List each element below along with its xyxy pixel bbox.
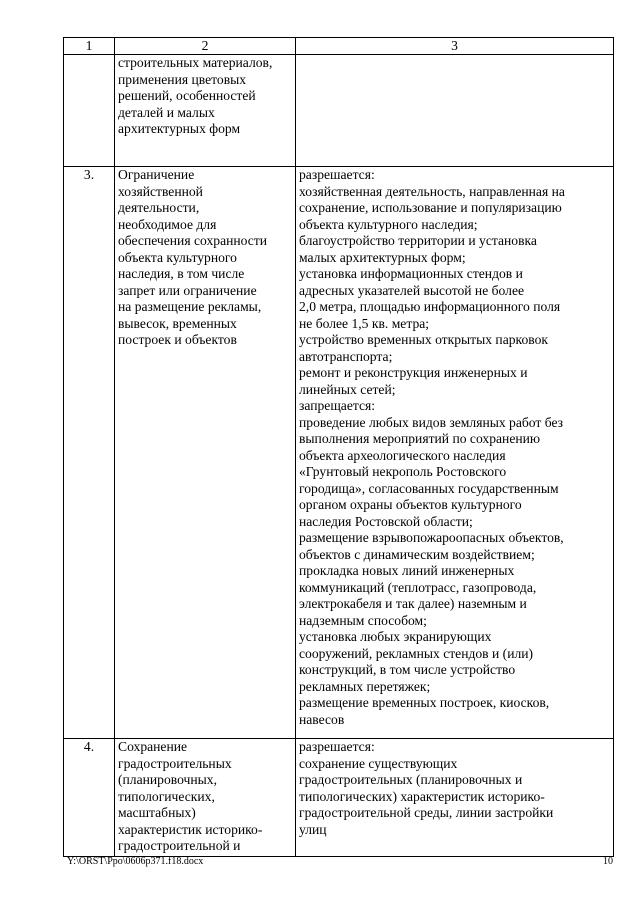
page-number: 10 — [603, 856, 613, 867]
row-number — [64, 55, 115, 167]
footer-file-path: Y:\ORST\Ppo\0606p371.f18.docx — [67, 856, 204, 867]
row-number: 3. — [64, 167, 115, 739]
row-requirements-cell — [296, 55, 614, 167]
row-number: 4. — [64, 739, 115, 857]
table-header-row — [64, 38, 614, 55]
row-requirements-cell: разрешается: сохранение существующих градостроительных (планировочных и типологических) характеристик историко- градостроительной среды, линии застройки улиц — [296, 739, 614, 857]
header-col-3: 3 — [296, 38, 614, 55]
header-col-2: 2 — [115, 38, 296, 55]
header-col-1: 1 — [64, 38, 115, 55]
table-row — [64, 55, 614, 167]
requirements-table — [63, 37, 614, 857]
row-requirements-cell: разрешается: хозяйственная деятельность, направленная на сохранение, использование и популяризацию объекта культурного наследия; благоустройство территории и установка малых архитектурных форм; установка информационных стендов и адресных указателей высотой не более 2,0 метра, площадью информационного поля не более 1,5 кв. метра; устройство временных открытых парковок автотранспорта; ремонт и реконструкция инженерных и линейных сетей; запрещается: проведение любых видов земляных работ без выполнения мероприятий по сохранению объекта археологического наследия «Грунтовый некрополь Ростовского городища», согласованных государственным органом охраны объектов культурного наследия Ростовской области; размещение взрывопожароопасных объектов, объектов с динамическим воздействием; прокладка новых линий инженерных коммуникаций (теплотрасс, газопровода, электрокабеля и так далее) наземным и надземным способом; установка любых экранирующих сооружений, рекламных стендов и (или) конструкций, в том числе устройство рекламных перетяжек; размещение временных построек, киосков, навесов — [296, 167, 614, 739]
row-name-cell: Ограничение хозяйственной деятельности, необходимое для обеспечения сохранности объекта культурного наследия, в том числе запрет или ограничение на размещение рекламы, вывесок, временных построек и объектов — [115, 167, 296, 739]
row-name-cell: Сохранение градостроительных (планировочных, типологических, масштабных) характеристик историко- градостроительной и — [115, 739, 296, 857]
row-name-cell: строительных материалов, применения цветовых решений, особенностей деталей и малых архитектурных форм — [115, 55, 296, 167]
table-row — [64, 739, 614, 857]
table-row — [64, 167, 614, 739]
